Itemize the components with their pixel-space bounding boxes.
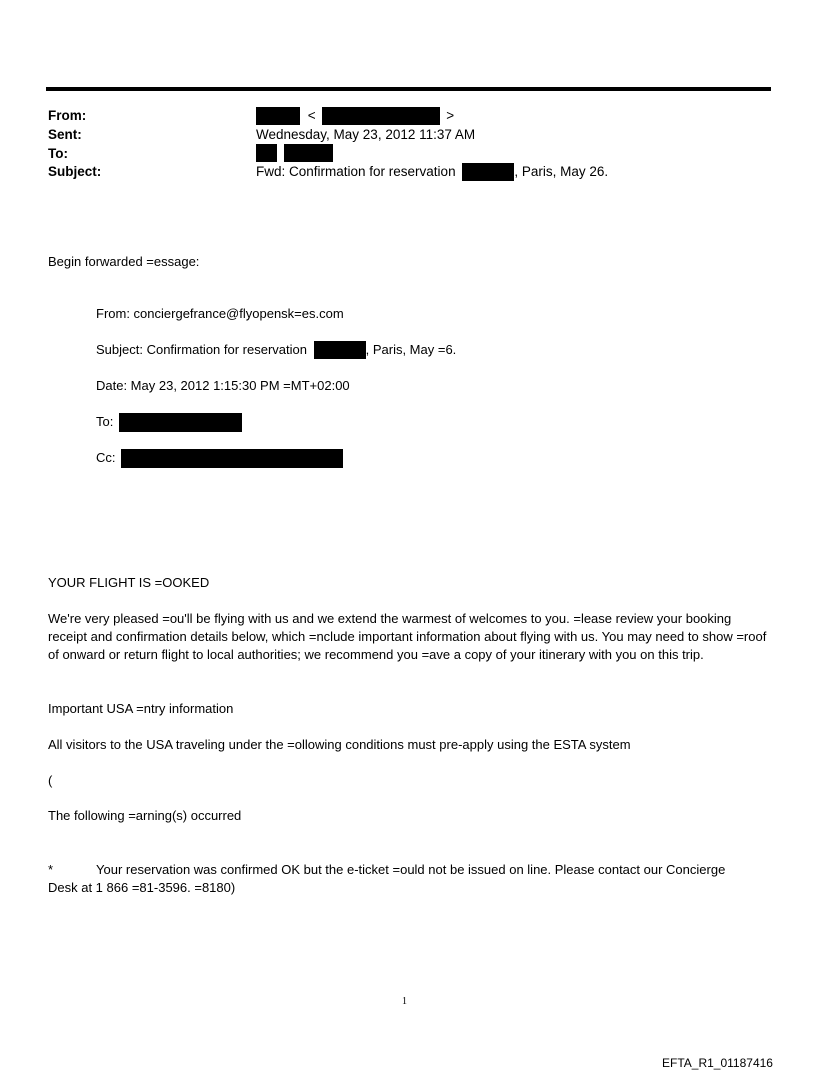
forwarded-cc <box>96 449 343 468</box>
forwarded-cc-label: Cc: <box>96 450 116 465</box>
from-label: From: <box>48 108 87 123</box>
usa-entry-text: All visitors to the USA traveling under the =ollowing conditions must pre-apply using the ESTA system <box>48 737 631 752</box>
redacted-forwarded-to <box>119 413 242 432</box>
redacted-sender-name <box>256 107 300 125</box>
redacted-forwarded-reservation <box>314 341 366 359</box>
welcome-paragraph: We're very pleased =ou'll be flying with us and we extend the warmest of welcomes to you. =lease review your booking receipt and confirmation details below, which =nclude important information about flying with us. You may need to show =roof of onward or return flight to local authorities; we recommend you =ave a copy of your itinerary with you on this trip. <box>48 611 767 662</box>
redacted-recipient-first <box>256 144 277 162</box>
forwarded-from: From: conciergefrance@flyopensk=es.com <box>96 306 344 321</box>
forwarded-to-label: To: <box>96 414 114 429</box>
forwarded-subject <box>96 341 456 359</box>
subject-prefix: Fwd: Confirmation for reservation <box>256 164 456 179</box>
warning-bullet: * <box>48 862 54 877</box>
page-number: 1 <box>402 996 407 1007</box>
sent-value: Wednesday, May 23, 2012 11:37 AM <box>256 127 476 142</box>
redacted-reservation-number <box>462 163 514 181</box>
warning-heading: The following =arning(s) occurred <box>48 808 242 823</box>
redacted-forwarded-cc <box>121 449 343 468</box>
from-open-bracket: < <box>307 108 316 123</box>
warning-text-line1: Your reservation was confirmed OK but the e-ticket =ould not be issued on line. Please contact our Concierge <box>96 862 726 877</box>
forwarded-subject-prefix: Subject: Confirmation for reservation <box>96 342 307 357</box>
redacted-recipient-last <box>284 144 333 162</box>
flight-booked-heading: YOUR FLIGHT IS =OOKED <box>48 575 210 590</box>
subject-suffix: , Paris, May 26. <box>514 164 609 179</box>
to-value <box>256 144 333 162</box>
usa-entry-heading: Important USA =ntry information <box>48 701 234 716</box>
open-paren: ( <box>48 773 53 788</box>
subject-value <box>256 163 608 181</box>
forwarded-intro: Begin forwarded =essage: <box>48 254 200 269</box>
to-label: To: <box>48 146 68 161</box>
forwarded-date: Date: May 23, 2012 1:15:30 PM =MT+02:00 <box>96 378 350 393</box>
from-value <box>256 107 454 125</box>
forwarded-subject-suffix: , Paris, May =6. <box>365 342 457 357</box>
from-close-bracket: > <box>446 108 455 123</box>
sent-label: Sent: <box>48 127 82 142</box>
warning-text-line2: Desk at 1 866 =81-3596. =8180) <box>48 880 236 895</box>
forwarded-to <box>96 413 242 432</box>
document-id: EFTA_R1_01187416 <box>662 1056 773 1070</box>
redacted-sender-email <box>322 107 440 125</box>
subject-label: Subject: <box>48 164 102 179</box>
header-divider <box>46 87 771 91</box>
